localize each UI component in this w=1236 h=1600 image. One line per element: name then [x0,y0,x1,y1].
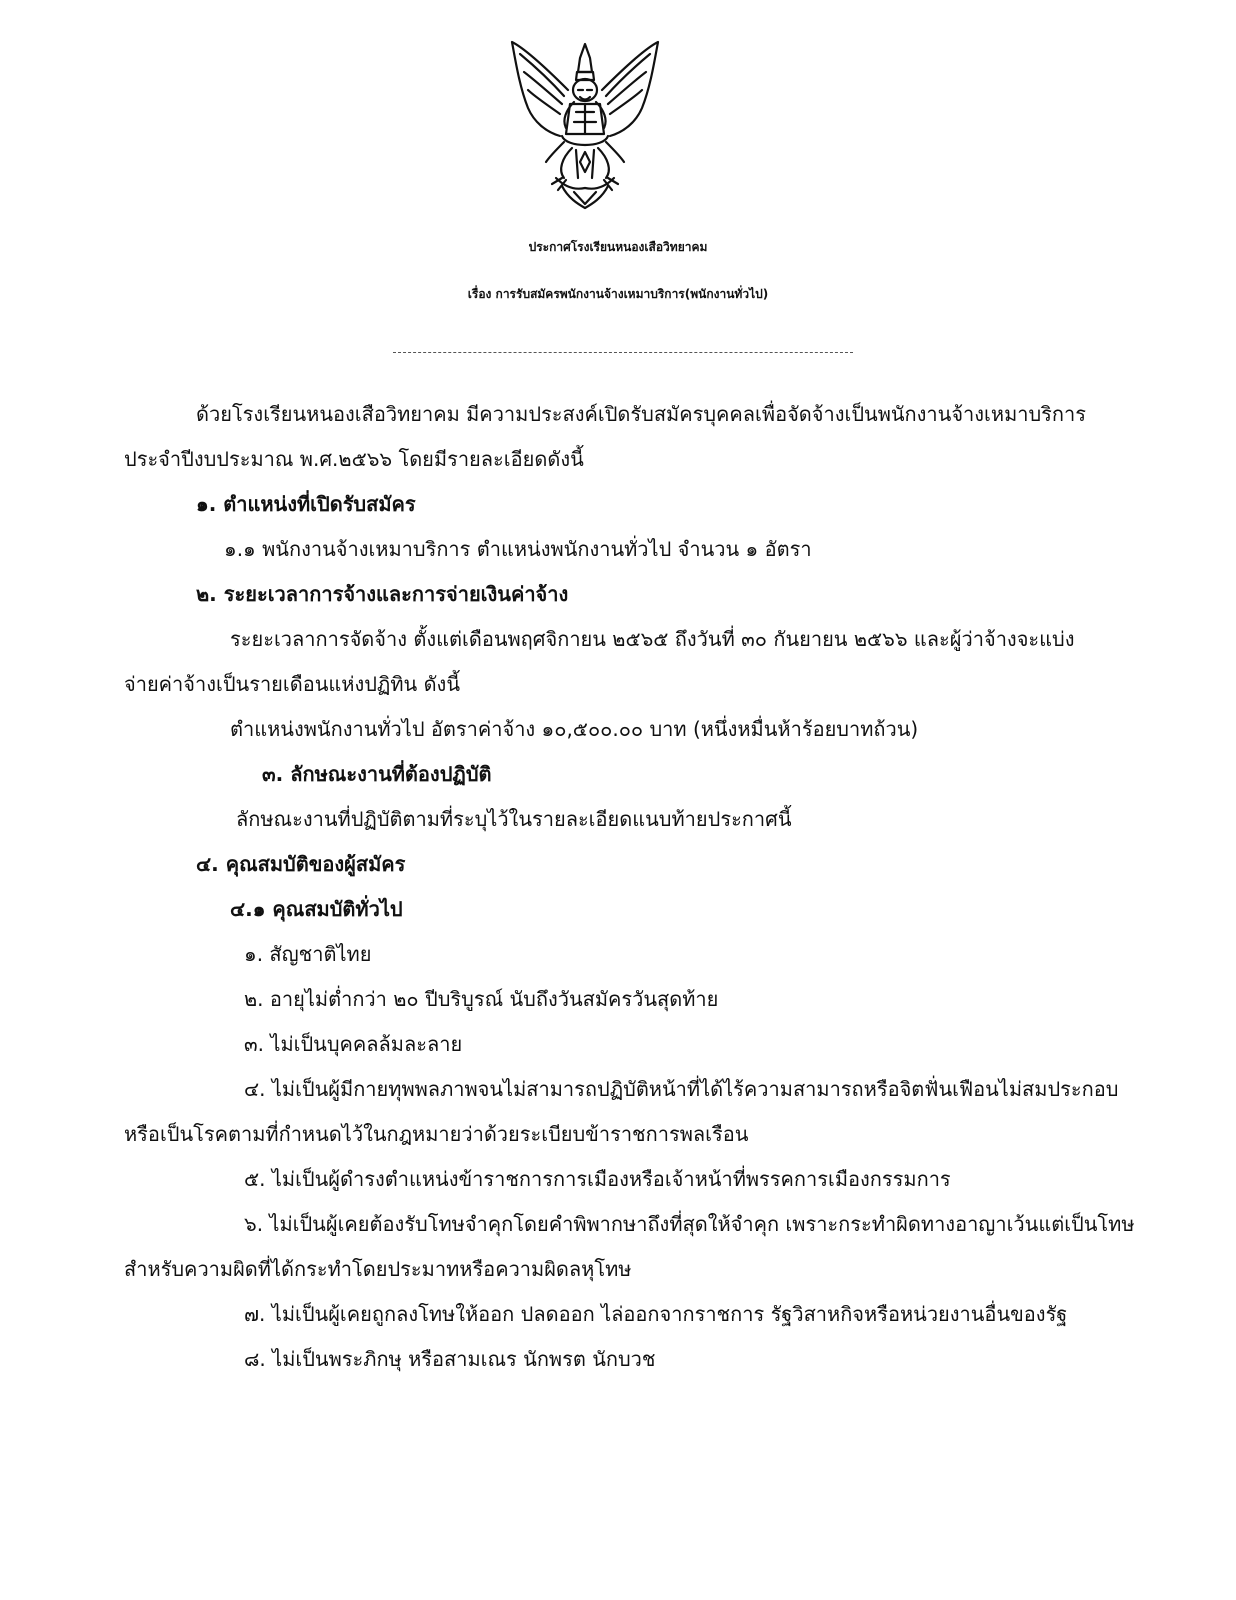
section-4-heading: ๔. คุณสมบัติของผู้สมัคร [196,852,406,876]
section-2-wage: ตำแหน่งพนักงานทั่วไป อัตราค่าจ้าง ๑๐,๕๐๐.๐๐ บาท (หนึ่งหมื่นห้าร้อยบาทถ้วน) [230,717,919,741]
qualification-6-line-2: สำหรับความผิดที่ได้กระทำโดยประมาทหรือความผิดลหุโทษ [124,1257,632,1281]
qualification-3: ๓. ไม่เป็นบุคคลล้มละลาย [244,1032,463,1056]
qualification-4-line-1: ๔. ไม่เป็นผู้มีกายทุพพลภาพจนไม่สามารถปฏิบัติหน้าที่ได้ไร้ความสามารถหรือจิตฟั่นเฟือนไม่สมประกอบ [244,1077,1119,1101]
qualification-6-line-1: ๖. ไม่เป็นผู้เคยต้องรับโทษจำคุกโดยคำพิพากษาถึงที่สุดให้จำคุก เพราะกระทำผิดทางอาญาเว้นแต่เป็นโทษ [244,1212,1135,1236]
section-3-line-1: ลักษณะงานที่ปฏิบัติตามที่ระบุไว้ในรายละเอียดแนบท้ายประกาศนี้ [236,807,792,831]
qualification-7: ๗. ไม่เป็นผู้เคยถูกลงโทษให้ออก ปลดออก ไล่ออกจากราชการ รัฐวิสาหกิจหรือหน่วยงานอื่นของรัฐ [244,1302,1068,1326]
qualification-4-line-2: หรือเป็นโรคตามที่กำหนดไว้ในกฎหมายว่าด้วยระเบียบข้าราชการพลเรือน [124,1122,749,1146]
divider-line [393,352,853,353]
section-2-heading: ๒. ระยะเวลาการจ้างและการจ่ายเงินค่าจ้าง [196,582,569,606]
qualification-2: ๒. อายุไม่ต่ำกว่า ๒๐ ปีบริบูรณ์ นับถึงวันสมัครวันสุดท้าย [244,987,719,1011]
intro-line-1: ด้วยโรงเรียนหนองเสือวิทยาคม มีความประสงค์เปิดรับสมัครบุคคลเพื่อจัดจ้างเป็นพนักงานจ้างเหมาบริการ [196,402,1086,426]
qualification-8: ๘. ไม่เป็นพระภิกษุ หรือสามเณร นักพรต นักบวช [244,1347,656,1371]
announcement-subject: เรื่อง การรับสมัครพนักงานจ้างเหมาบริการ(พนักงานทั่วไป) [467,287,769,301]
section-2-line-1: ระยะเวลาการจัดจ้าง ตั้งแต่เดือนพฤศจิกายน ๒๕๖๕ ถึงวันที่ ๓๐ กันยายน ๒๕๖๖ และผู้ว่าจ้างจะแบ่ง [230,627,1075,651]
section-2-line-2: จ่ายค่าจ้างเป็นรายเดือนแห่งปฏิทิน ดังนี้ [124,672,460,696]
section-1-heading: ๑. ตำแหน่งที่เปิดรับสมัคร [196,492,416,516]
section-1-item: ๑.๑ พนักงานจ้างเหมาบริการ ตำแหน่งพนักงานทั่วไป จำนวน ๑ อัตรา [224,537,812,561]
garuda-emblem-icon [506,38,664,214]
announcement-title: ประกาศโรงเรียนหนองเสือวิทยาคม [528,240,708,254]
intro-line-2: ประจำปีงบประมาณ พ.ศ.๒๕๖๖ โดยมีรายละเอียดดังนี้ [124,447,584,471]
section-3-heading: ๓. ลักษณะงานที่ต้องปฏิบัติ [262,762,492,786]
qualification-1: ๑. สัญชาติไทย [244,942,372,966]
qualification-5: ๕. ไม่เป็นผู้ดำรงตำแหน่งข้าราชการการเมืองหรือเจ้าหน้าที่พรรคการเมืองกรรมการ [244,1167,951,1191]
section-4-1-heading: ๔.๑ คุณสมบัติทั่วไป [230,897,403,921]
